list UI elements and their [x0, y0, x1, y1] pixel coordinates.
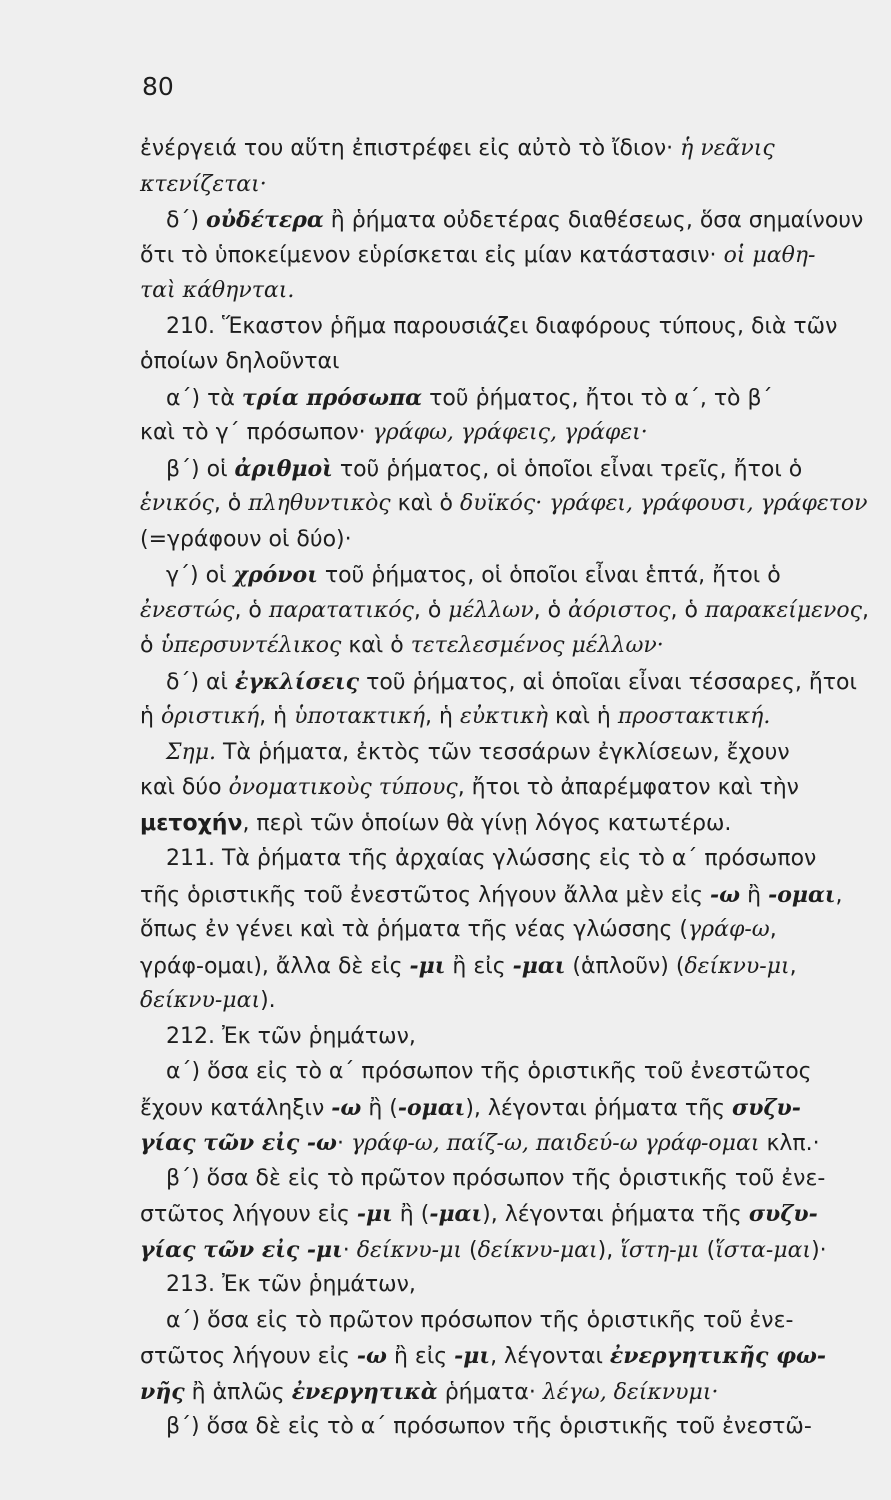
text-span: μέλλων [448, 597, 534, 623]
text-line [140, 489, 875, 519]
text-span: χρόνοι [233, 562, 318, 588]
text-line [140, 170, 875, 200]
text-span: β΄) οἱ [166, 456, 235, 482]
text-line [166, 383, 875, 414]
text-span: 212. Ἐκ τῶν ῥημάτων, [166, 1023, 416, 1049]
text-span: ἢ [740, 882, 769, 908]
text-span: ὑποτακτική [294, 704, 426, 729]
text-span: ἢ εἰς [445, 953, 513, 979]
text-span: ὅπως ἐν γένει καὶ τὰ ῥήματα τῆς νέας γλώσσης ( [140, 917, 688, 942]
text-span: ὅτι τὸ ὑποκείμενον εὑρίσκεται εἰς μίαν κατάστασιν· [140, 242, 724, 268]
text-span: , [789, 953, 797, 979]
text-span: γράφω, γράφεις, γράφει· [372, 420, 648, 445]
text-span: -μι [409, 952, 446, 979]
text-span: ὀνοματικοὺς τύπους [228, 775, 458, 800]
text-span: -μι [454, 1343, 491, 1369]
text-span: ὁ [140, 633, 161, 658]
text-span: παρατατικός [268, 597, 414, 623]
text-span: ). [260, 988, 276, 1013]
text-span: , ὁ [670, 597, 705, 623]
text-span: 211. Τὰ ῥήματα τῆς ἀρχαίας γλώσσης εἰς τὸ α΄ πρόσωπον [166, 846, 817, 871]
text-line [166, 205, 875, 236]
text-span: οἱ μαθη- [723, 242, 816, 268]
text-span: οὐδέτερα [206, 207, 324, 233]
text-span: νῆς [140, 1378, 185, 1405]
text-span: ἵστη-μι [620, 1237, 700, 1263]
text-line [166, 667, 875, 698]
text-span: -ω [710, 881, 741, 908]
text-span: καὶ ὁ [341, 633, 411, 658]
text-span: β΄) ὅσα δὲ εἰς τὸ α΄ πρόσωπον τῆς ὁριστικῆς τοῦ ἐνεστῶ- [166, 1414, 812, 1439]
text-span: παρακείμενος [704, 597, 862, 623]
text-span: δείκνυ-μι [684, 953, 790, 979]
text-span: ἡ νεᾶνις [680, 136, 775, 161]
text-span: ταὶ κάθηνται. [140, 278, 295, 303]
text-span: , ὁ [234, 597, 269, 623]
text-span: δυϊκός· γράφει, γράφουσι, γράφετον [460, 491, 868, 516]
text-span: α΄) ὅσα εἰς τὸ πρῶτον πρόσωπον τῆς ὁριστικῆς τοῦ ἐνε- [166, 1307, 794, 1333]
text-span: συζυ- [732, 1094, 801, 1121]
text-span: ), λέγονται ῥήματα τῆς [465, 1095, 733, 1121]
text-span: ), [597, 1237, 621, 1263]
text-span: ῥήματα· [437, 1379, 543, 1405]
text-span: ἢ ( [361, 1095, 398, 1121]
text-line [166, 560, 875, 591]
text-line [140, 134, 875, 164]
text-span: τῆς ὁριστικῆς τοῦ ἐνεστῶτος λήγουν ἄλλα μὲν εἰς [140, 882, 711, 908]
text-line [166, 844, 875, 874]
text-span: ἐνεργητικὰ [291, 1378, 438, 1405]
text-line [140, 986, 875, 1016]
text-span: καὶ δύο [140, 775, 229, 800]
text-line [166, 1306, 875, 1336]
text-span: γράφ-ομαι), ἄλλα δὲ εἰς [140, 953, 410, 979]
text-span: ὑπερσυντέλικος [160, 633, 342, 658]
page-number: 80 [142, 72, 174, 101]
text-span: ἢ ( [392, 1202, 430, 1227]
text-span: ), λέγονται ῥήματα τῆς [482, 1202, 749, 1227]
text-span: -μαι [429, 1201, 483, 1227]
text-span: τοῦ ῥήματος, αἱ ὁποῖαι εἶναι τέσσαρες, ἤτοι [359, 669, 857, 695]
text-span: ὁριστική [160, 704, 260, 729]
text-span: -μαι [512, 952, 566, 979]
text-span: εὐκτικὴ [459, 704, 548, 729]
text-span: ἀριθμοὶ [234, 455, 333, 482]
text-span: ἢ ἁπλῶς [184, 1379, 292, 1405]
text-span: · [336, 1131, 351, 1156]
text-span: ἀόριστος [568, 597, 671, 623]
text-span: κτενίζεται· [140, 171, 267, 197]
text-span: -μι [356, 1201, 393, 1227]
text-span: ( [699, 1237, 716, 1263]
text-span: ἐνεργητικῆς φω- [609, 1343, 827, 1369]
text-span: γ΄) οἱ [166, 563, 234, 588]
text-span: -ω [331, 1094, 362, 1121]
text-span: καὶ ὁ [390, 491, 460, 516]
text-line [140, 241, 875, 271]
text-span: 213. Ἐκ τῶν ῥημάτων, [166, 1272, 416, 1297]
text-line [140, 1235, 875, 1266]
text-line [140, 702, 875, 732]
text-span: καὶ τὸ γ΄ πρόσωπον· [140, 420, 373, 445]
text-line [140, 880, 875, 911]
text-span: ἑνικός [140, 491, 214, 516]
text-line [166, 738, 875, 768]
text-span: μετοχήν [140, 810, 243, 836]
text-line [140, 596, 875, 626]
text-span: τοῦ ῥήματος, οἱ ὁποῖοι εἶναι ἑπτά, ἤτοι ὁ [317, 563, 781, 588]
text-span: στῶτος λήγουν εἰς [140, 1202, 357, 1227]
text-span: α΄) τὰ [166, 385, 242, 411]
text-span: , [769, 917, 777, 942]
text-span: ἡ [140, 704, 161, 729]
text-line [166, 1022, 875, 1052]
text-span: , ὁ [213, 491, 249, 516]
text-span: ( [462, 1237, 478, 1263]
text-span: (=γράφουν οἱ δύο)· [140, 526, 352, 552]
text-span: συζυ- [748, 1201, 818, 1227]
text-span: γίας τῶν εἰς -μι [140, 1236, 343, 1263]
text-span: δείκνυ-μι [356, 1237, 462, 1263]
text-span: -ω [356, 1343, 387, 1369]
text-span: γράφ-ω [688, 917, 770, 942]
text-line [140, 631, 875, 661]
text-span: Τὰ ῥήματα, ἐκτὸς τῶν τεσσάρων ἐγκλίσεων, ἔχουν [216, 739, 790, 765]
text-span: , ἤτοι τὸ ἀπαρέμφατον καὶ τὴν [457, 775, 799, 800]
text-span: δ΄) [166, 208, 207, 233]
text-span: ἐνέργειά του αὕτη ἐπιστρέφει εἰς αὐτὸ τὸ ἴδιον· [140, 136, 681, 161]
text-line [166, 312, 875, 342]
text-line [140, 525, 875, 555]
text-span: ἢ ῥήματα οὐδετέρας διαθέσεως, ὅσα σημαίνουν [323, 208, 864, 233]
text-line [166, 1057, 875, 1087]
text-span: 210. Ἕκαστον ῥῆμα παρουσιάζει διαφόρους τύπους, διὰ τῶν [166, 313, 838, 339]
text-span: β΄) ὅσα δὲ εἰς τὸ πρῶτον πρόσωπον τῆς ὁριστικῆς τοῦ ἐνε- [166, 1165, 826, 1191]
text-line [140, 1128, 875, 1159]
text-span: , ὁ [413, 597, 449, 623]
text-span: · [342, 1237, 357, 1263]
text-span: -ομαι [768, 881, 836, 908]
text-line [140, 276, 875, 306]
text-span: , ἡ [425, 704, 460, 729]
text-line [166, 454, 875, 485]
text-span: Σημ. [166, 739, 217, 765]
text-span: )· [811, 1237, 827, 1263]
text-line [140, 347, 875, 377]
text-span: δείκνυ-μαι [140, 988, 261, 1013]
text-span: ἐγκλίσεις [234, 668, 360, 695]
text-span: ἵστα-μαι [715, 1237, 812, 1263]
text-span: τετελεσμένος μέλλων· [410, 633, 664, 658]
text-line [166, 1270, 875, 1300]
text-span: γράφ-ω, παίζ-ω, παιδεύ-ω γράφ-ομαι [350, 1131, 760, 1156]
text-line [166, 1412, 875, 1442]
text-line [140, 773, 875, 803]
text-span: ὁποίων δηλοῦνται [140, 349, 340, 374]
text-span: δ΄) αἱ [166, 669, 235, 695]
text-span: , περὶ τῶν ὁποίων θὰ γίνῃ λόγος κατωτέρω. [242, 810, 732, 836]
text-span: α΄) ὅσα εἰς τὸ α΄ πρόσωπον τῆς ὁριστικῆς τοῦ ἐνεστῶτος [166, 1059, 812, 1084]
text-line [140, 418, 875, 448]
text-span: , ἡ [259, 704, 295, 729]
text-span: προστακτική. [617, 704, 771, 729]
text-span: ἐνεστώς [140, 597, 235, 623]
text-span: (ἁπλοῦν) ( [565, 953, 685, 979]
text-line [140, 1377, 875, 1408]
text-span: λέγω, δείκνυμι· [542, 1379, 719, 1405]
text-span: δείκνυ-μαι [477, 1237, 598, 1263]
text-line [140, 809, 875, 839]
text-span: γίας τῶν εἰς -ω [140, 1130, 337, 1156]
text-span: , λέγονται [490, 1344, 610, 1369]
text-span: ἔχουν κατάληξιν [140, 1095, 332, 1121]
text-span: καὶ ἡ [548, 704, 618, 729]
text-span: , ὁ [533, 597, 569, 623]
text-line [140, 915, 875, 945]
text-line [166, 1164, 875, 1194]
text-span: τοῦ ῥήματος, οἱ ὁποῖοι εἶναι τρεῖς, ἤτοι ὁ [332, 456, 803, 482]
text-span: στῶτος λήγουν εἰς [140, 1344, 357, 1369]
text-span: τρία πρόσωπα [241, 384, 423, 411]
text-span: , [861, 597, 869, 623]
text-span: , [835, 882, 843, 908]
text-line [140, 951, 875, 982]
text-line [140, 1341, 875, 1372]
text-span: ἢ εἰς [387, 1344, 455, 1369]
text-line [140, 1093, 875, 1124]
text-span: κλπ.· [759, 1131, 820, 1156]
text-line [140, 1199, 875, 1230]
text-span: -ομαι [397, 1094, 466, 1121]
text-span: πληθυντικὸς [248, 491, 391, 516]
text-span: τοῦ ῥήματος, ἤτοι τὸ α΄, τὸ β΄ [422, 385, 773, 411]
